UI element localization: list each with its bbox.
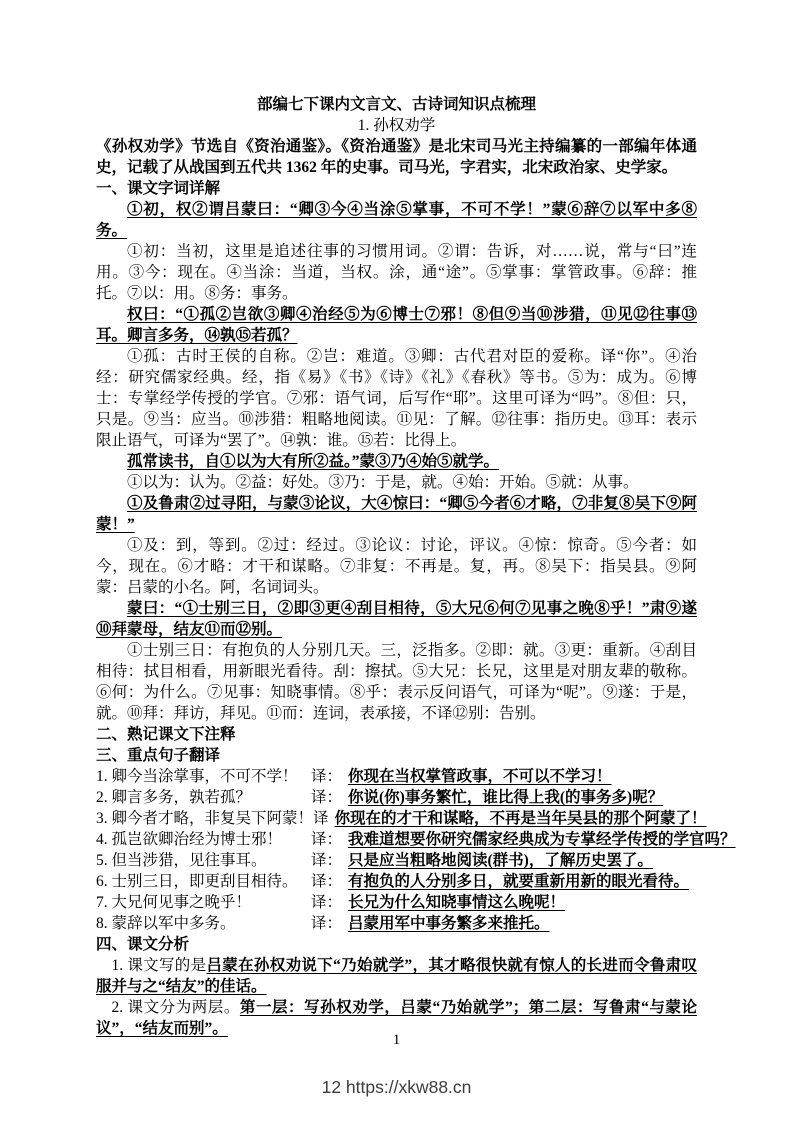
translation-row bbox=[96, 871, 697, 892]
translation-text: 我难道想要你研究儒家经典成为专掌经学传授的学官吗？ bbox=[348, 831, 736, 848]
source-sentence: 4. 孤岂欲卿治经为博士邪！ bbox=[96, 831, 283, 848]
text-segment: ①士别三日：有抱负的人分别几天。三，泛指多。②即：就。③更：重新。④刮目相待：拭目相看，用新眼光看待。刮：擦拭。⑤大兄：长兄，这里是对朋友辈的敬称。⑥何：为什么。⑦见事：知晓事情。⑧乎：表示反问语气，可译为“呢”。⑨遂：于是，就。⑩拜：拜访，拜见。⑪而：连词，表承接，不译⑫别：告别。 bbox=[96, 642, 697, 722]
classical-text bbox=[96, 451, 697, 472]
translation-label: 译： bbox=[311, 831, 343, 848]
translation-label: 译： bbox=[311, 768, 343, 785]
lesson-title: 1. 孙权劝学 bbox=[357, 117, 436, 134]
translation-text: 你说(你)事务繁忙，谁比得上我(的事务多)呢？ bbox=[348, 789, 664, 806]
translation-text: 只是应当粗略地阅读(群书)，了解历史罢了。 bbox=[348, 852, 653, 869]
text-segment: ①及：到，等到。②过：经过。③论议：讨论，评议。④惊：惊奇。⑤今者：如今，现在。⑥才略：才干和谋略。⑦非复：不再是。复，再。⑧吴下：指吴县。⑨阿蒙：吕蒙的小名。阿，名词词头。 bbox=[96, 537, 697, 596]
translation-row bbox=[96, 808, 707, 829]
text-segment: ①初：当初，这里是追述往事的习惯用词。②谓：告诉，对……说，常与“曰”连用。③今：现在。④当涂：当道，当权。涂，通“途”。⑤掌事：掌管政事。⑥辞：推托。⑦以：用。⑧务：事务。 bbox=[96, 243, 697, 302]
page-title: 部编七下课内文言文、古诗词知识点梳理 bbox=[256, 96, 536, 113]
translation-label: 译： bbox=[311, 873, 343, 890]
text-segment: 2. 课文分为两层。 bbox=[111, 999, 240, 1016]
text-segment: ①孤：古时王侯的自称。②岂：难道。③卿：古代君对臣的爱称。译“你”。④治经：研究儒家经典。经，指《易》《书》《诗》《礼》《春秋》等书。⑤为：成为。⑥博士：专掌经学传授的学官。⑦邪：语气词，后写作“耶”。这里可译为“吗”。⑧但：只，只是。⑨当：应当。⑩涉猎：粗略地阅读。⑪见：了解。⑫往事：指历史。⑬耳：表示限止语气，可译为“罢了”。⑭孰：谁。⑮若：比得上。 bbox=[96, 348, 697, 449]
word-annotations bbox=[96, 535, 697, 598]
text-segment: ①及鲁肃②过寻阳，与蒙③论议，大④惊曰：“卿⑤今者⑥才略，⑦非复⑧吴下⑨阿蒙！” bbox=[96, 495, 697, 533]
section-header-1: 一、课文字词详解 bbox=[96, 180, 221, 197]
translation-row bbox=[96, 850, 697, 871]
source-sentence: 5. 但当涉猎，见往事耳。 bbox=[96, 852, 267, 869]
intro-paragraph bbox=[96, 136, 697, 178]
text-segment: 蒙曰：“①士别三日，②即③更④刮目相待，⑤大兄⑥何⑦见事之晚⑧乎！”肃⑨遂⑩拜蒙母，结友⑪而⑫别。 bbox=[96, 600, 697, 638]
translation-row bbox=[96, 766, 697, 787]
translation-label: 译： bbox=[311, 915, 343, 932]
source-sentence: 1. 卿今当涂掌事，不可不学！ bbox=[96, 768, 298, 785]
translation-text: 你现在当权掌管政事，不可以不学习！ bbox=[348, 768, 612, 785]
translation-text: 你现在的才干和谋略，不再是当年吴县的那个阿蒙了！ bbox=[334, 810, 707, 827]
section-header-4: 四、课文分析 bbox=[96, 936, 190, 953]
translation-text: 吕蒙用军中事务繁多来推托。 bbox=[348, 915, 550, 932]
text-segment: 吕蒙在孙权劝说下“乃始就学”，其才略很快就有惊人的长进而令鲁肃叹服并与之“结友”的佳话。 bbox=[96, 957, 697, 995]
word-annotations bbox=[96, 472, 697, 493]
section-header-2: 二、熟记课文下注释 bbox=[96, 726, 236, 743]
text-segment: 1. 课文写的是 bbox=[111, 957, 207, 974]
classical-text bbox=[96, 493, 697, 535]
text-segment: ①以为：认为。②益：好处。③乃：于是，就。④始：开始。⑤就：从事。 bbox=[127, 474, 639, 491]
text-segment: 第一层：写孙权劝学，吕蒙“乃始就学”；第二层：写鲁肃“与蒙论议”，“结友而别”。 bbox=[96, 999, 697, 1037]
classical-text bbox=[96, 199, 697, 241]
source-sentence: 8. 蒙辞以军中多务。 bbox=[96, 915, 236, 932]
translation-label: 译： bbox=[311, 894, 343, 911]
source-sentence: 2. 卿言多务，孰若孤？ bbox=[96, 789, 252, 806]
source-sentence: 7. 大兄何见事之晚乎！ bbox=[96, 894, 252, 911]
word-annotations bbox=[96, 346, 697, 451]
translation-row bbox=[96, 829, 736, 850]
word-annotations bbox=[96, 241, 697, 304]
analysis-item bbox=[96, 955, 697, 997]
translation-label: 译： bbox=[311, 852, 343, 869]
page-number: 1 bbox=[392, 1032, 401, 1048]
translation-row bbox=[96, 913, 697, 934]
classical-text bbox=[96, 598, 697, 640]
translation-row bbox=[96, 892, 697, 913]
text-segment: ①初，权②谓吕蒙曰：“卿③今④当涂⑤掌事，不可不学！”蒙⑥辞⑦以军中多⑧务。 bbox=[96, 201, 697, 239]
translation-text: 有抱负的人分别多日，就要重新用新的眼光看待。 bbox=[348, 873, 690, 890]
source-sentence: 6. 士别三日，即更刮目相待。 bbox=[96, 873, 298, 890]
classical-text bbox=[96, 304, 697, 346]
footer-url[interactable]: 12 https://xkw88.cn bbox=[321, 1077, 472, 1097]
document-body bbox=[96, 136, 736, 1039]
text-segment: 权曰：“①孤②岂欲③卿④治经⑤为⑥博士⑦邪！⑧但⑨当⑩涉猎，⑪见⑫往事⑬耳。卿言多务，⑭孰⑮若孤？ bbox=[96, 306, 697, 344]
source-sentence: 3. 卿今者才略，非复吴下阿蒙！ bbox=[96, 810, 314, 827]
translation-label: 译： bbox=[311, 789, 343, 806]
text-segment: 孤常读书，自①以为大有所②益。”蒙③乃④始⑤就学。 bbox=[127, 453, 500, 470]
text-segment: 《孙权劝学》节选自《资治通鉴》。《资治通鉴》是北宋司马光主持编纂的一部编年体通史，记载了从战国到五代共 1362 年的史事。司马光，字君实，北宋政治家、史学家。 bbox=[96, 138, 697, 176]
translation-label: 译 bbox=[313, 810, 329, 827]
word-annotations bbox=[96, 640, 697, 724]
translation-row bbox=[96, 787, 697, 808]
section-header-3: 三、重点句子翻译 bbox=[96, 747, 221, 764]
translation-text: 长兄为什么知晓事情这么晚呢！ bbox=[348, 894, 566, 911]
